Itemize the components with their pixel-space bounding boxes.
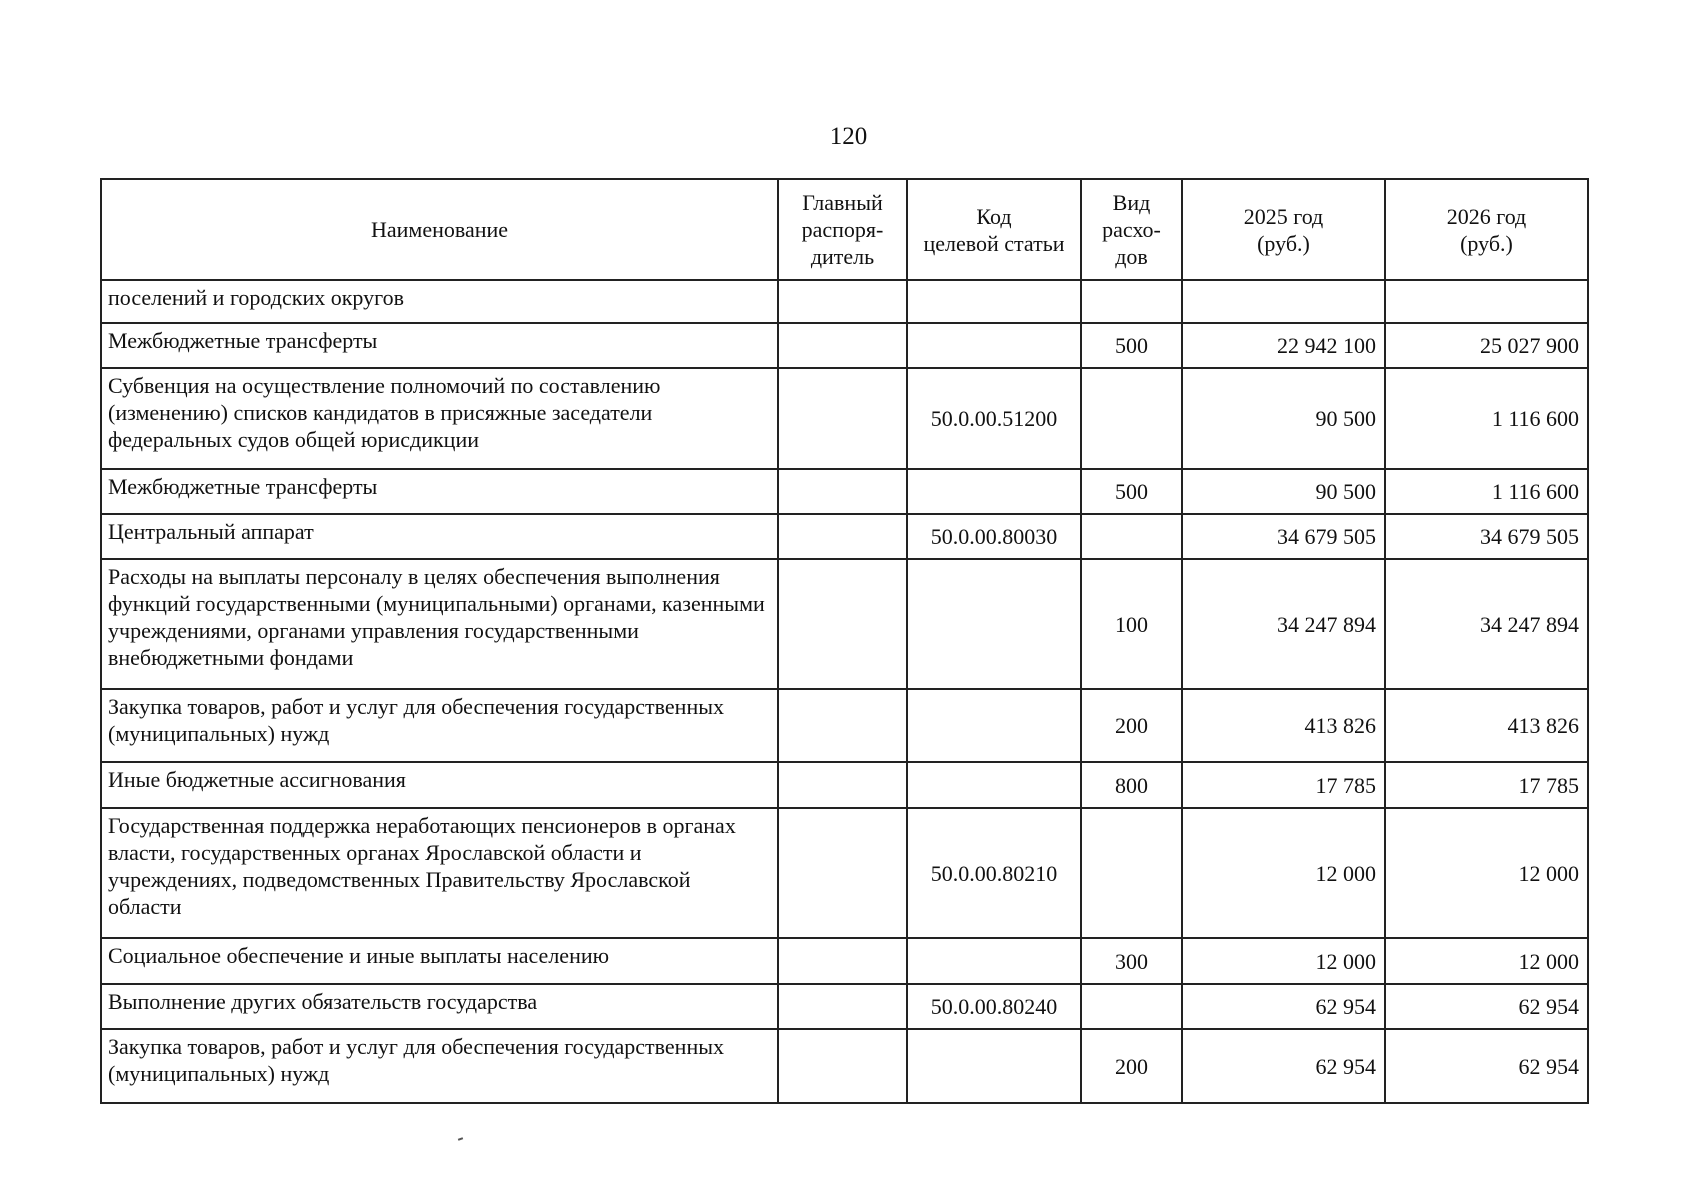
cell-name: Государственная поддержка неработающих пенсионеров в органах власти, государственных органах Ярославской области и учреждениях, подведомственных Правительству Ярославской области — [101, 808, 778, 938]
cell-2025: 34 679 505 — [1182, 514, 1385, 559]
cell-kind: 200 — [1081, 1029, 1182, 1103]
cell-2025: 12 000 — [1182, 938, 1385, 984]
cell-2026: 62 954 — [1385, 984, 1588, 1029]
cell-code — [907, 323, 1081, 368]
cell-2025: 17 785 — [1182, 762, 1385, 808]
table-body — [101, 280, 1588, 1103]
table-row — [101, 280, 1588, 323]
cell-manager — [778, 368, 907, 469]
cell-code: 50.0.00.80210 — [907, 808, 1081, 938]
table-row — [101, 559, 1588, 689]
cell-manager — [778, 469, 907, 514]
budget-table — [100, 178, 1589, 1104]
cell-name: Межбюджетные трансферты — [101, 469, 778, 514]
cell-name: Субвенция на осуществление полномочий по составлению (изменению) списков кандидатов в присяжные заседатели федеральных судов общей юрисдикции — [101, 368, 778, 469]
cell-code — [907, 689, 1081, 762]
cell-2025 — [1182, 280, 1385, 323]
table-row — [101, 808, 1588, 938]
cell-kind — [1081, 808, 1182, 938]
table-row — [101, 938, 1588, 984]
cell-code — [907, 1029, 1081, 1103]
cell-2025: 62 954 — [1182, 1029, 1385, 1103]
header-2025: 2025 год (руб.) — [1182, 179, 1385, 280]
table-row — [101, 762, 1588, 808]
cell-2026: 25 027 900 — [1385, 323, 1588, 368]
cell-2026 — [1385, 280, 1588, 323]
cell-code — [907, 280, 1081, 323]
cell-2025: 22 942 100 — [1182, 323, 1385, 368]
cell-kind: 500 — [1081, 469, 1182, 514]
table-row — [101, 514, 1588, 559]
cell-2026: 17 785 — [1385, 762, 1588, 808]
table-header — [101, 179, 1588, 280]
header-2026: 2026 год (руб.) — [1385, 179, 1588, 280]
cell-code: 50.0.00.80030 — [907, 514, 1081, 559]
cell-2026: 1 116 600 — [1385, 469, 1588, 514]
cell-kind: 100 — [1081, 559, 1182, 689]
cell-manager — [778, 280, 907, 323]
cell-2025: 62 954 — [1182, 984, 1385, 1029]
cell-name: Закупка товаров, работ и услуг для обеспечения государственных (муниципальных) нужд — [101, 1029, 778, 1103]
cell-manager — [778, 1029, 907, 1103]
cell-kind: 200 — [1081, 689, 1182, 762]
cell-manager — [778, 514, 907, 559]
cell-code: 50.0.00.51200 — [907, 368, 1081, 469]
header-manager: Главный распоря- дитель — [778, 179, 907, 280]
cell-2025: 12 000 — [1182, 808, 1385, 938]
page-number: 120 — [829, 123, 868, 150]
cell-name: Центральный аппарат — [101, 514, 778, 559]
header-code: Код целевой статьи — [907, 179, 1081, 280]
cell-2025: 413 826 — [1182, 689, 1385, 762]
cell-2026: 12 000 — [1385, 808, 1588, 938]
cell-name: Иные бюджетные ассигнования — [101, 762, 778, 808]
table-row — [101, 1029, 1588, 1103]
table-row — [101, 323, 1588, 368]
table-row — [101, 469, 1588, 514]
cell-code — [907, 938, 1081, 984]
cell-manager — [778, 984, 907, 1029]
header-row — [101, 179, 1588, 280]
header-kind: Вид расхо- дов — [1081, 179, 1182, 280]
cell-manager — [778, 559, 907, 689]
cell-kind — [1081, 280, 1182, 323]
cell-manager — [778, 762, 907, 808]
table-row — [101, 984, 1588, 1029]
cell-2025: 34 247 894 — [1182, 559, 1385, 689]
cell-kind — [1081, 514, 1182, 559]
cell-kind: 500 — [1081, 323, 1182, 368]
cell-manager — [778, 808, 907, 938]
cell-name: Расходы на выплаты персоналу в целях обеспечения выполнения функций государственными (муниципальными) органами, казенными учреждениями, органами управления государственными внебюджетными фондами — [101, 559, 778, 689]
cell-2026: 34 679 505 — [1385, 514, 1588, 559]
cell-kind: 300 — [1081, 938, 1182, 984]
cell-code — [907, 559, 1081, 689]
cell-name: Закупка товаров, работ и услуг для обеспечения государственных (муниципальных) нужд — [101, 689, 778, 762]
cell-code: 50.0.00.80240 — [907, 984, 1081, 1029]
cell-name: поселений и городских округов — [101, 280, 778, 323]
cell-name: Социальное обеспечение и иные выплаты населению — [101, 938, 778, 984]
cell-name: Межбюджетные трансферты — [101, 323, 778, 368]
cell-code — [907, 469, 1081, 514]
cell-manager — [778, 689, 907, 762]
cell-code — [907, 762, 1081, 808]
table-row — [101, 689, 1588, 762]
cell-manager — [778, 938, 907, 984]
cell-2025: 90 500 — [1182, 469, 1385, 514]
table-row — [101, 368, 1588, 469]
cell-2026: 413 826 — [1385, 689, 1588, 762]
cell-2026: 12 000 — [1385, 938, 1588, 984]
header-name: Наименование — [101, 179, 778, 280]
cell-kind — [1081, 984, 1182, 1029]
cell-2026: 34 247 894 — [1385, 559, 1588, 689]
cell-kind: 800 — [1081, 762, 1182, 808]
cell-kind — [1081, 368, 1182, 469]
scan-speck — [458, 1137, 463, 1141]
cell-2026: 1 116 600 — [1385, 368, 1588, 469]
cell-2025: 90 500 — [1182, 368, 1385, 469]
cell-name: Выполнение других обязательств государства — [101, 984, 778, 1029]
cell-2026: 62 954 — [1385, 1029, 1588, 1103]
cell-manager — [778, 323, 907, 368]
